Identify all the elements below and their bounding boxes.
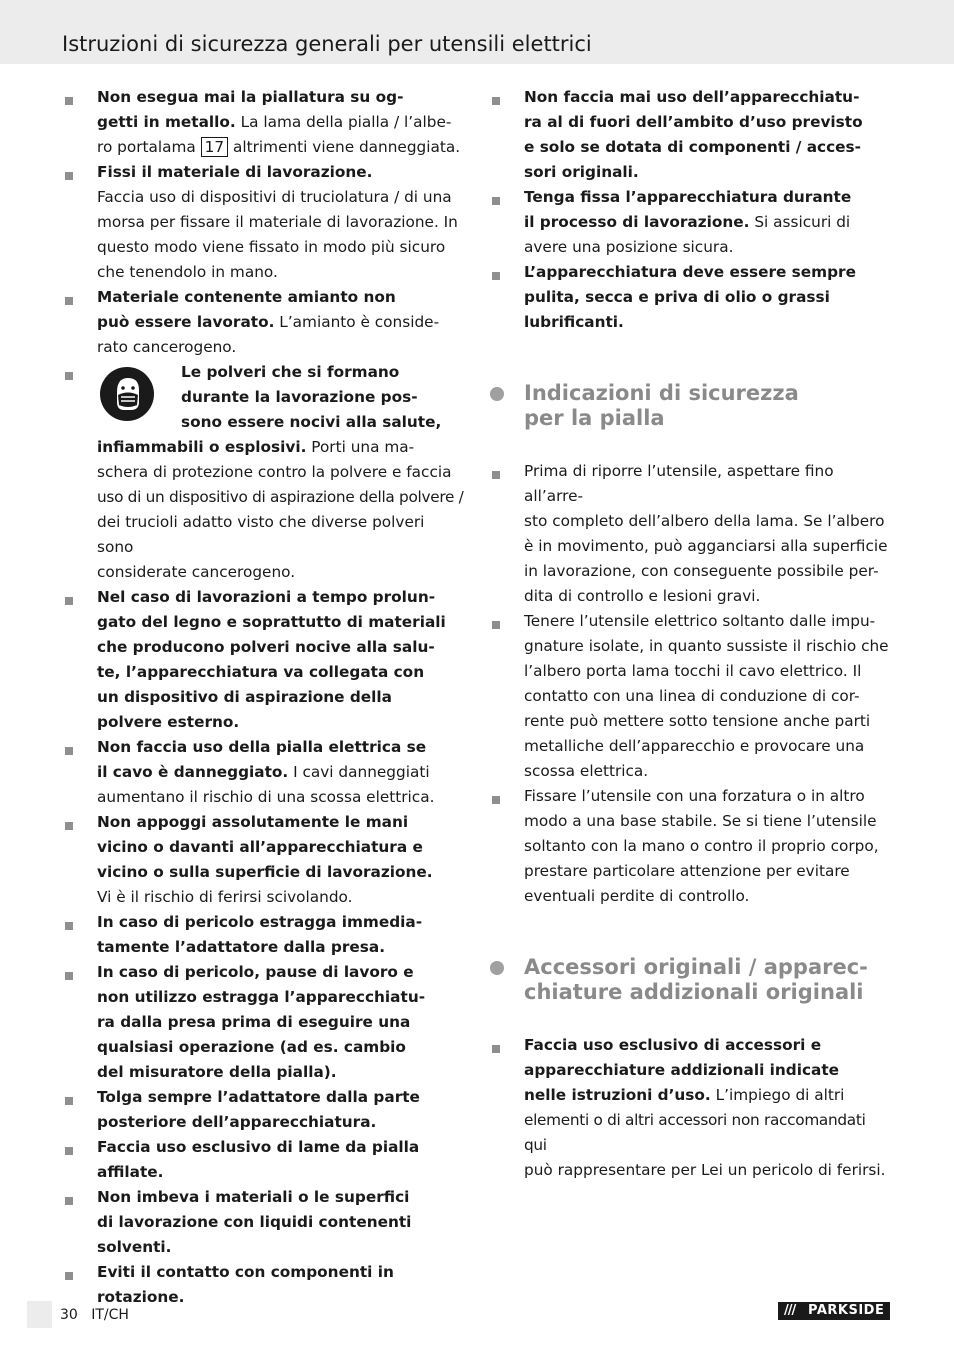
list-item [489,784,891,909]
item-text: Prima di riporre l’utensile, aspettare fino all’arre- [524,462,834,505]
item-text: aumentano il rischio di una scossa elettrica. [97,788,435,806]
list-item [62,1135,464,1185]
item-bold-text: Non faccia uso della pialla elettrica se [97,738,427,756]
list-item [489,85,891,185]
square-bullet-icon [492,471,500,479]
item-text: elementi o di altri accessori non raccomandati qui [524,1111,866,1154]
item-bold-text: Non faccia mai uso dell’apparecchiatu- [524,88,860,106]
list-item [489,1033,891,1183]
square-bullet-icon [65,597,73,605]
logo-slashes: /// [784,1303,796,1318]
item-text: Fissare l’utensile con una forzatura o in altro [524,787,865,805]
list-item [62,735,464,810]
list-item [62,1085,464,1135]
list-item [62,85,464,160]
item-bold-text: qualsiasi operazione (ad es. cambio [97,1038,406,1056]
item-bold-text: durante la lavorazione pos- [181,388,418,406]
item-text: che tenendolo in mano. [97,263,278,281]
list-item [62,910,464,960]
square-bullet-icon [65,972,73,980]
list-item [489,459,891,609]
item-bold-text: Tolga sempre l’adattatore dalla parte [97,1088,420,1106]
square-bullet-icon [65,97,73,105]
section-heading [489,381,891,431]
item-bold-text: il processo di lavorazione. [524,213,750,231]
list-item [62,960,464,1085]
item-bold-text: Materiale contenente amianto non [97,288,396,306]
item-bold-text: ra al di fuori dell’ambito d’uso previsto [524,113,863,131]
square-bullet-icon [65,172,73,180]
list-item [489,609,891,784]
square-bullet-icon [492,97,500,105]
list-item [62,810,464,910]
item-bold-text: nelle istruzioni d’uso. [524,1086,711,1104]
list-item-warning [62,360,464,585]
item-bold-text: Le polveri che si formano [181,363,400,381]
item-bold-text: di lavorazione con liquidi contenenti [97,1213,412,1231]
square-bullet-icon [492,796,500,804]
item-bold-text: polvere esterno. [97,713,240,731]
item-bold-text: Non esegua mai la piallatura su og- [97,88,404,106]
item-text: gnature isolate, in quanto sussiste il rischio che [524,637,889,655]
item-text: è in movimento, può agganciarsi alla superficie [524,537,888,555]
brand-logo [778,1302,890,1320]
item-bold-text: affilate. [97,1163,164,1181]
logo-brand-text: PARKSIDE [808,1303,885,1318]
item-text: Tenere l’utensile elettrico soltanto dalle impu- [524,612,876,630]
list-item [489,185,891,260]
item-bold-text: rotazione. [97,1288,185,1306]
item-bold-text: e solo se dotata di componenti / acces- [524,138,861,156]
item-text: Faccia uso di dispositivi di truciolatura / di una [97,188,452,206]
item-bold-text: Non imbeva i materiali o le superfici [97,1188,410,1206]
item-bold-text: gato del legno e soprattutto di materiali [97,613,446,631]
item-bold-text: sono essere nocivi alla salute, [181,413,442,431]
list-item [62,1260,464,1310]
item-text: considerate cancerogeno. [97,563,296,581]
item-bold-text: In caso di pericolo estragga immedia- [97,913,423,931]
item-bold-text: Nel caso di lavorazioni a tempo prolun- [97,588,436,606]
heading-line: per la pialla [524,406,665,430]
part-number-box: 17 [201,137,228,157]
item-text: uso di un dispositivo di aspirazione della polvere / [97,488,464,506]
section-heading [489,955,891,1005]
square-bullet-icon [65,922,73,930]
item-text: l’albero porta lama tocchi il cavo elettrico. Il [524,662,862,680]
circle-bullet-icon [490,387,504,401]
item-text: contatto con una linea di conduzione di cor- [524,687,860,705]
item-bold-text: tamente l’adattatore dalla presa. [97,938,386,956]
square-bullet-icon [492,272,500,280]
item-text: scossa elettrica. [524,762,649,780]
item-text: modo a una base stabile. Se si tiene l’utensile [524,812,877,830]
item-text: ro portalama [97,138,201,156]
item-text: I cavi danneggiati [288,763,430,781]
list-item [62,285,464,360]
item-bold-text: infiammabili o esplosivi. [97,438,307,456]
item-text: dita di controllo e lesioni gravi. [524,587,761,605]
page-header [0,0,954,64]
list-item [62,585,464,735]
item-bold-text: vicino o davanti all’apparecchiatura e [97,838,423,856]
item-text: in lavorazione, con conseguente possibile per- [524,562,879,580]
square-bullet-icon [492,621,500,629]
heading-line: Accessori originali / apparec- [524,955,868,979]
page-number: 30 [60,1307,78,1323]
square-bullet-icon [65,747,73,755]
square-bullet-icon [65,1147,73,1155]
item-text: L’impiego di altri [710,1086,845,1104]
circle-bullet-icon [490,961,504,975]
item-bold-text: apparecchiature addizionali indicate [524,1061,840,1079]
item-text: rato cancerogeno. [97,338,237,356]
item-bold-text: In caso di pericolo, pause di lavoro e [97,963,414,981]
item-text: schera di protezione contro la polvere e faccia [97,463,452,481]
item-bold-text: getti in metallo. [97,113,236,131]
item-text: rente può mettere sotto tensione anche parti [524,712,871,730]
list-item [62,1185,464,1260]
list-item [62,160,464,285]
item-bold-text: ra dalla presa prima di eseguire una [97,1013,411,1031]
item-bold-text: Tenga fissa l’apparecchiatura durante [524,188,852,206]
item-text: avere una posizione sicura. [524,238,734,256]
left-column [62,85,464,1310]
item-text: questo modo viene fissato in modo più sicuro [97,238,446,256]
item-bold-text: Non appoggi assolutamente le mani [97,813,409,831]
heading-line: chiature addizionali originali [524,980,864,1004]
heading-line: Indicazioni di sicurezza [524,381,799,405]
item-bold-text: solventi. [97,1238,172,1256]
item-bold-text: Faccia uso esclusivo di lame da pialla [97,1138,420,1156]
locale-code: IT/CH [91,1307,129,1323]
footer-page-info [60,1305,129,1325]
square-bullet-icon [65,372,73,380]
item-text: dei trucioli adatto visto che diverse polveri sono [97,513,425,556]
footer-marker [27,1301,52,1328]
item-text: eventuali perdite di controllo. [524,887,750,905]
item-text: sto completo dell’albero della lama. Se l’albero [524,512,885,530]
item-bold-text: il cavo è danneggiato. [97,763,289,781]
item-text: La lama della pialla / l’albe- [235,113,452,131]
item-bold-text: può essere lavorato. [97,313,275,331]
item-bold-text: del misuratore della pialla). [97,1063,337,1081]
square-bullet-icon [65,822,73,830]
right-column [489,85,891,1183]
item-bold-text: pulita, secca e priva di olio o grassi [524,288,830,306]
item-text: altrimenti viene danneggiata. [228,138,461,156]
item-text: prestare particolare attenzione per evitare [524,862,850,880]
square-bullet-icon [492,197,500,205]
item-bold-text: sori originali. [524,163,639,181]
item-text: può rappresentare per Lei un pericolo di ferirsi. [524,1161,886,1179]
item-text: morsa per fissare il materiale di lavorazione. In [97,213,458,231]
square-bullet-icon [65,1197,73,1205]
item-text: metalliche dell’apparecchio e provocare una [524,737,865,755]
item-bold-text: vicino o sulla superficie di lavorazione. [97,863,433,881]
item-text: Porti una ma- [306,438,415,456]
page-title: Istruzioni di sicurezza generali per utensili elettrici [62,32,592,56]
item-bold-text: non utilizzo estragga l’apparecchiatu- [97,988,426,1006]
item-text: Si assicuri di [749,213,851,231]
item-text: L’amianto è conside- [274,313,440,331]
square-bullet-icon [65,1272,73,1280]
square-bullet-icon [65,297,73,305]
item-bold-text: un dispositivo di aspirazione della [97,688,392,706]
square-bullet-icon [492,1045,500,1053]
square-bullet-icon [65,1097,73,1105]
item-bold-text: lubrificanti. [524,313,624,331]
item-text: soltanto con la mano o contro il proprio corpo, [524,837,879,855]
item-bold-text: L’apparecchiatura deve essere sempre [524,263,856,281]
item-bold-text: Fissi il materiale di lavorazione. [97,163,373,181]
list-item [489,260,891,335]
item-bold-text: Eviti il contatto con componenti in [97,1263,394,1281]
item-bold-text: te, l’apparecchiatura va collegata con [97,663,425,681]
item-bold-text: che producono polveri nocive alla salu- [97,638,435,656]
item-text: Vi è il rischio di ferirsi scivolando. [97,888,353,906]
item-bold-text: Faccia uso esclusivo di accessori e [524,1036,822,1054]
dust-mask-mandatory-icon [97,364,157,424]
item-bold-text: posteriore dell’apparecchiatura. [97,1113,377,1131]
